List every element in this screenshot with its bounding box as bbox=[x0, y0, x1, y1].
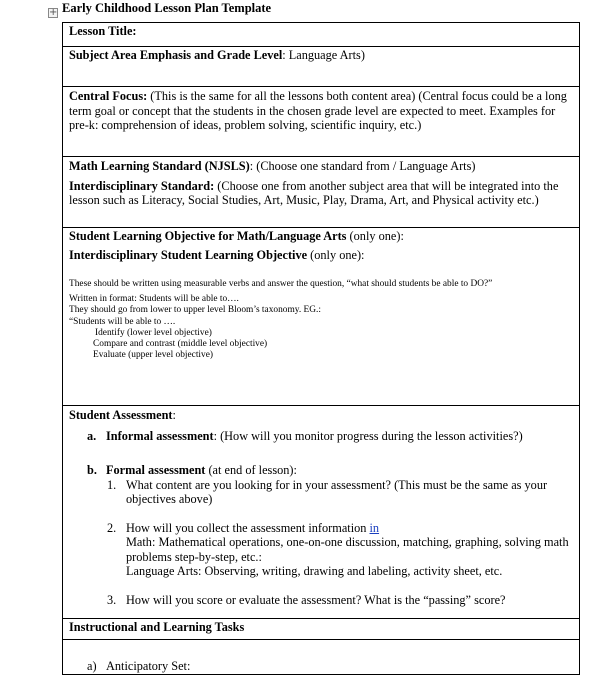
question-text: How will you collect the assessment information bbox=[126, 520, 370, 535]
inter-objective-label: Interdisciplinary Student Learning Objective bbox=[69, 247, 308, 262]
subject-text: : Language Arts) bbox=[282, 48, 365, 62]
objective-label: Student Learning Objective for Math/Language Arts bbox=[69, 229, 347, 243]
math-methods-text: Math: Mathematical operations, one-on-one discussion, matching, graphing, solving math problems step-by-step, etc.: bbox=[126, 535, 569, 564]
interdisciplinary-standard-text: (Choose one from another subject area that will be integrated into the lesson such as Literacy, Social Studies, Art, Music, Play, Drama, Art, and Physical activity etc.) bbox=[69, 178, 559, 207]
table-move-handle-icon[interactable]: + bbox=[49, 7, 58, 18]
assessment-question bbox=[107, 478, 573, 507]
informal-assessment-item bbox=[87, 429, 573, 444]
assessment-question bbox=[107, 593, 573, 608]
language-arts-methods-text: Language Arts: Observing, writing, drawing and labeling, activity sheet, etc. bbox=[126, 564, 503, 578]
assessment-question bbox=[107, 521, 573, 579]
instructional-label: Instructional and Learning Tasks bbox=[69, 620, 245, 634]
objective-row[interactable] bbox=[63, 228, 579, 406]
list-marker: 2. bbox=[107, 520, 117, 535]
list-marker: 1. bbox=[107, 477, 117, 492]
objective-note-1: These should be written using measurable verbs and answer the question, “what should students be able to DO?” bbox=[69, 279, 493, 289]
central-focus-label: Central Focus: bbox=[69, 89, 148, 103]
objective-note: (only one): bbox=[346, 229, 404, 243]
document-title: Early Childhood Lesson Plan Template bbox=[62, 1, 272, 15]
objective-note-3: They should go from lower to upper level Bloom’s taxonomy. EG.: bbox=[69, 305, 321, 316]
formal-assessment-text: (at end of lesson): bbox=[205, 463, 297, 477]
interdisciplinary-standard-label: Interdisciplinary Standard: bbox=[69, 178, 215, 193]
subject-row[interactable] bbox=[63, 47, 579, 87]
list-marker: b. bbox=[87, 463, 97, 477]
assessment-row[interactable] bbox=[63, 406, 579, 619]
standards-row[interactable] bbox=[63, 157, 579, 228]
list-marker: 3. bbox=[107, 592, 117, 607]
informal-assessment-label: Informal assessment bbox=[106, 428, 214, 443]
lesson-plan-table bbox=[62, 22, 580, 675]
inter-objective-note: (only one): bbox=[307, 247, 365, 262]
assessment-label: Student Assessment bbox=[69, 408, 173, 422]
lesson-title-label: Lesson Title: bbox=[69, 24, 137, 38]
list-marker: a) bbox=[87, 659, 97, 673]
instructional-row[interactable] bbox=[63, 619, 579, 640]
assessment-colon: : bbox=[172, 408, 176, 422]
subject-label: Subject Area Emphasis and Grade Level bbox=[69, 48, 283, 62]
anticipatory-item bbox=[87, 659, 573, 674]
objective-level: Evaluate (upper level objective) bbox=[93, 350, 213, 361]
list-marker: a. bbox=[87, 428, 97, 443]
informal-assessment-text: : (How will you monitor progress during the lesson activities?) bbox=[213, 428, 523, 443]
objective-level: Identify (lower level objective) bbox=[95, 327, 212, 338]
central-focus-text: (This is the same for all the lessons both content area) (Central focus could be a long term goal or concept that the students in the chosen grade level are expected to meet. Examples for pre-k: comprehension of ideas, problem solving, scientific inquiry, etc.) bbox=[69, 89, 567, 132]
question-text: How will you score or evaluate the assessment? What is the “passing” score? bbox=[126, 592, 506, 607]
question-text: What content are you looking for in your assessment? (This must be the same as your objectives above) bbox=[126, 477, 548, 506]
anticipatory-text: Anticipatory Set: bbox=[106, 659, 191, 673]
objective-note-2: Written in format: Students will be able to…. bbox=[69, 294, 239, 305]
objective-note-4: “Students will be able to …. bbox=[69, 316, 176, 327]
formal-assessment-label: Formal assessment bbox=[106, 463, 206, 477]
math-standard-text: : (Choose one standard from / Language Arts) bbox=[249, 159, 476, 173]
link-in[interactable]: in bbox=[369, 520, 380, 535]
formal-assessment-item bbox=[87, 463, 573, 478]
central-focus-row[interactable] bbox=[63, 87, 579, 157]
math-standard-label: Math Learning Standard (NJSLS) bbox=[69, 159, 250, 173]
anticipatory-row[interactable] bbox=[63, 640, 579, 675]
lesson-title-row[interactable] bbox=[63, 23, 579, 47]
objective-level: Compare and contrast (middle level objective) bbox=[93, 339, 268, 350]
